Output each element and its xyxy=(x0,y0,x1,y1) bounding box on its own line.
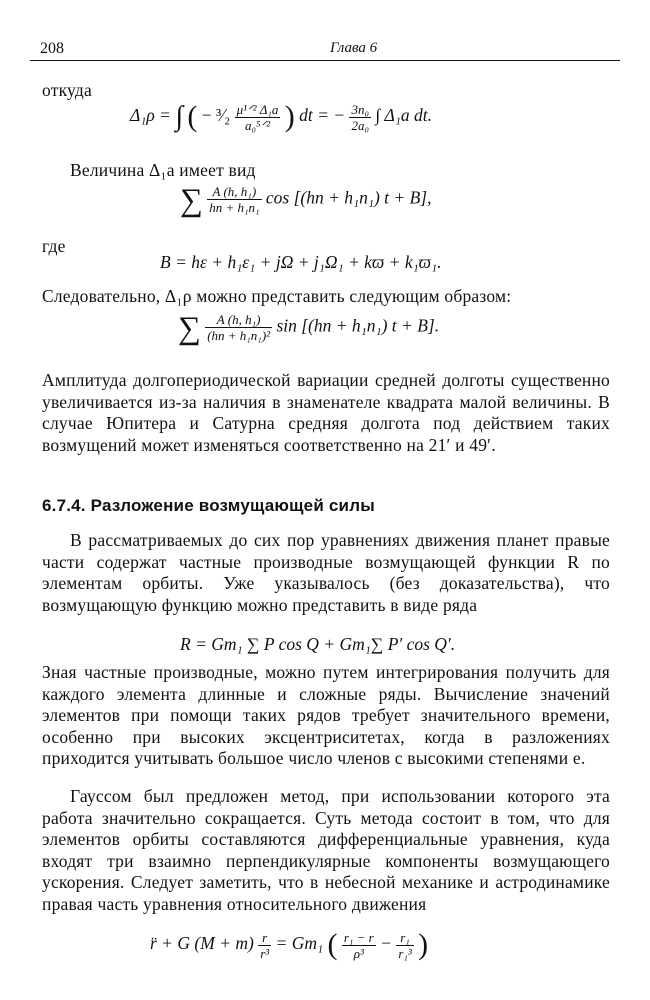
formula-delta-rho-series: ∑ $\frac{\text{A (h, h₁)}}{\text{(hn + h₁n₁)²}}$ sin [(hn + h₁n₁) t + B]. xyxy=(178,309,440,346)
fraction: $\frac{\text{A (h, h₁)}}{\text{(hn + h₁n₁)²}}$ xyxy=(207,312,271,343)
paragraph-gauss: Гауссом был предложен метод, при использовании которого эта работа значительно сокращается. Суть метода состоит в том, что для элементов орбиты составляются дифференциальные уравнения, куда входят три взаимно перпендикулярные компоненты возмущающего ускорения. Следует заметить, что в небесной механике и астродинамике правая часть уравнения относительного движения xyxy=(42,786,610,914)
paragraph-znaya: Зная частные производные, можно путем интегрирования получить для каждого элемента длинные и сложные ряды. Вычисление значений элементов при помощи таких рядов требует значительного времени, особенно при высоких эксцентриситетах, когда в разложениях приходится учитывать большое число членов с высокими степенями e. xyxy=(42,662,610,768)
fraction: $\frac{\text{r₁}}{\text{r₁³}}$ xyxy=(398,929,412,961)
section-heading: 6.7.4. Разложение возмущающей силы xyxy=(42,496,375,515)
fraction: $\frac{\text{μ¹ᐟ² Δ₁a}}{\text{a₀⁵ᐟ²}}$ xyxy=(236,101,279,133)
paragraph-sledovatelno: Следовательно, Δ₁ρ можно представить следующим образом: xyxy=(42,286,512,306)
fraction: $\frac{\text{r₁ − r}}{\text{ρ³}}$ xyxy=(343,929,374,961)
fraction: $\frac{\text{A (h, h₁)}}{\text{hn + h₁n₁}}$ xyxy=(209,184,260,215)
formula-r-series: R = Gm₁ ∑ P cos Q + Gm₁∑ P′ cos Q′. xyxy=(180,634,456,654)
fraction: $\frac{r}{\text{r³}}$ xyxy=(260,929,270,961)
fraction: $\frac{\text{3n₀}}{\text{2a₀}}$ xyxy=(351,101,370,133)
page-header xyxy=(30,38,620,61)
formula-relative-motion: r̈ + G (M + m) $\frac{r}{\text{r³}}$ = Gm₁ ( $\frac{\text{r₁ − r}}{\text{ρ³}}$ − $\frac{\text{r₁}}{\text{r₁³}}$ ) xyxy=(150,928,429,961)
page-number: 208 xyxy=(40,40,64,57)
chapter-title: Глава 6 xyxy=(330,40,378,56)
formula-b: B = hε + h₁ε₁ + jΩ + j₁Ω₁ + kϖ + k₁ϖ₁. xyxy=(160,252,442,272)
formula-delta-rho: Δ₁ρ = ∫ ( − ³⁄₂ $\frac{\text{μ¹ᐟ² Δ₁a}}{\text{a₀⁵ᐟ²}}$ ) dt = − $\frac{\text{3n₀}}{\text{2a₀}}$ ∫ Δ₁a dt. xyxy=(130,100,433,133)
paragraph-amplituda: Амплитуда долгопериодической вариации средней долготы существенно увеличивается из-за наличия в знаменателе квадрата малой величины. В случае Юпитера и Сатурна средняя долгота под действием таких возмущений может изменяться соответственно на 21′ и 49′. xyxy=(42,370,610,455)
paragraph-rassmatrivaemyh: В рассматриваемых до сих пор уравнениях движения планет правые части содержат частные производные возмущающей функции R по элементам орбиты. Уже указывалось (без доказательства), что возмущающую функцию можно представить в виде ряда xyxy=(42,530,610,615)
paragraph-otkuda: откуда xyxy=(42,80,92,100)
paragraph-gde: где xyxy=(42,236,66,256)
formula-delta-a: ∑ $\frac{\text{A (h, h₁)}}{\text{hn + h₁n₁}}$ cos [(hn + h₁n₁) t + B], xyxy=(180,181,432,218)
paragraph-velichina: Величина Δ₁a имеет вид xyxy=(70,160,256,180)
